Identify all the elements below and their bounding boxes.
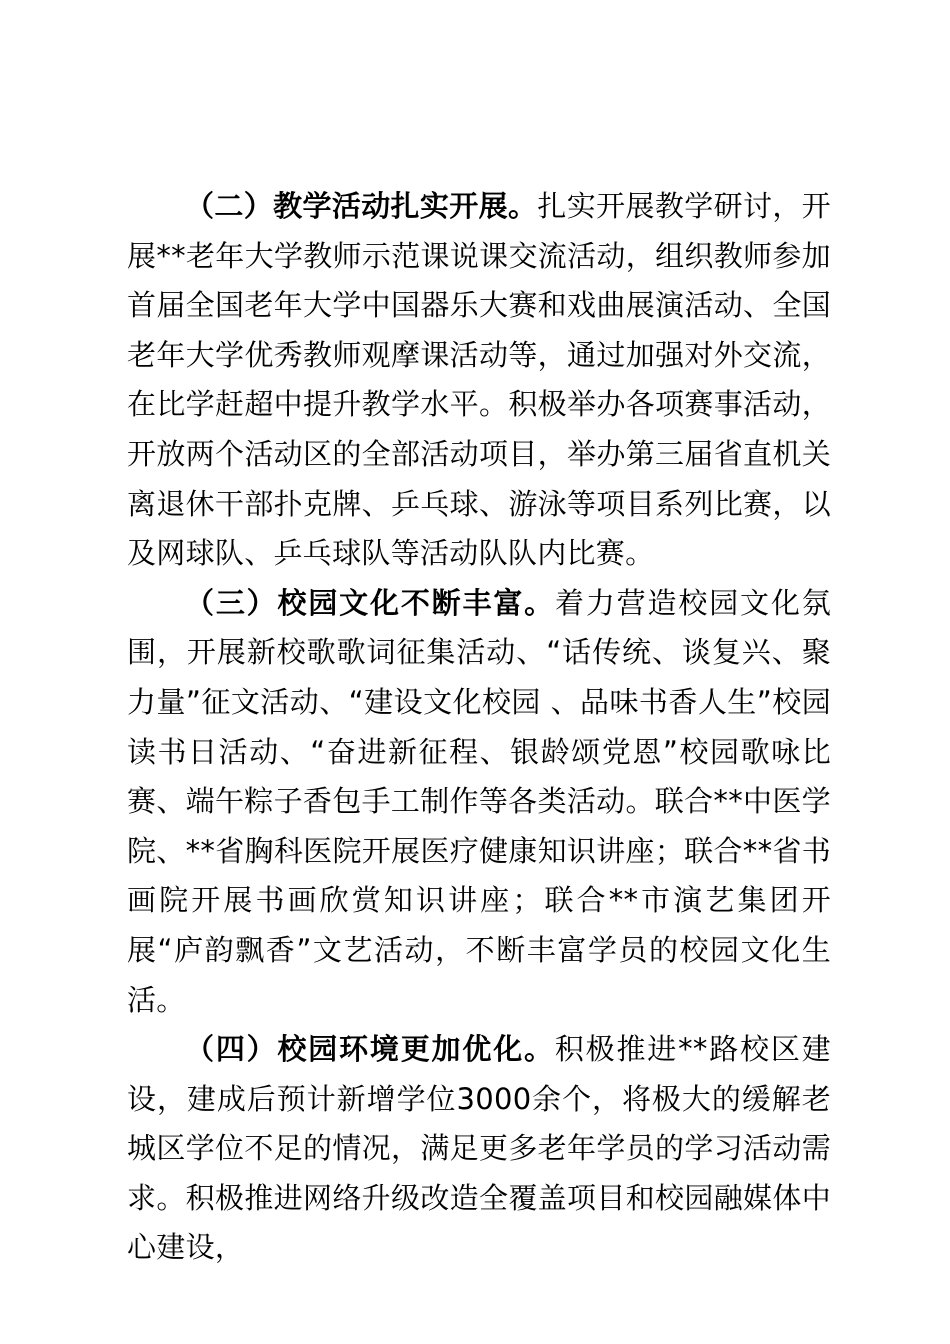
paragraph-campus-culture bbox=[127, 579, 831, 1025]
paragraph-teaching-activities bbox=[127, 182, 831, 579]
paragraph-heading: （二）教学活动扎实开展。 bbox=[185, 189, 538, 223]
paragraph-text: 积极推进**路校区建设，建成后预计新增学位3000余个，将极大的缓解老城区学位不足的情况，满足更多老年学员的学习活动需求。积极推进网络升级改造全覆盖项目和校园融媒体中心建设， bbox=[127, 1032, 831, 1265]
paragraph-text: 扎实开展教学研讨，开展**老年大学教师示范课说课交流活动，组织教师参加首届全国老年大学中国器乐大赛和戏曲展演活动、全国老年大学优秀教师观摩课活动等，通过加强对外交流，在比学赶超中提升教学水平。积极举办各项赛事活动，开放两个活动区的全部活动项目，举办第三届省直机关离退休干部扑克牌、乒乓球、游泳等项目系列比赛，以及网球队、乒乓球队等活动队队内比赛。 bbox=[127, 189, 831, 571]
paragraph-heading: （三）校园文化不断丰富。 bbox=[185, 585, 556, 620]
document-body bbox=[127, 182, 831, 1273]
paragraph-heading: （四）校园环境更加优化。 bbox=[185, 1032, 555, 1067]
paragraph-text: 着力营造校园文化氛围，开展新校歌歌词征集活动、“话传统、谈复兴、聚力量”征文活动、“建设文化校园 、品味书香人生”校园读书日活动、“奋进新征程、银龄颂党恩”校园歌咏比赛、端午粽子香包手工制作等各类活动。联合**中医学院、**省胸科医院开展医疗健康知识讲座；联合**省书画院开展书画欣赏知识讲座；联合**市演艺集团开展“庐韵飘香”文艺活动，不断丰富学员的校园文化生活。 bbox=[127, 585, 831, 1017]
paragraph-campus-environment bbox=[127, 1025, 831, 1273]
